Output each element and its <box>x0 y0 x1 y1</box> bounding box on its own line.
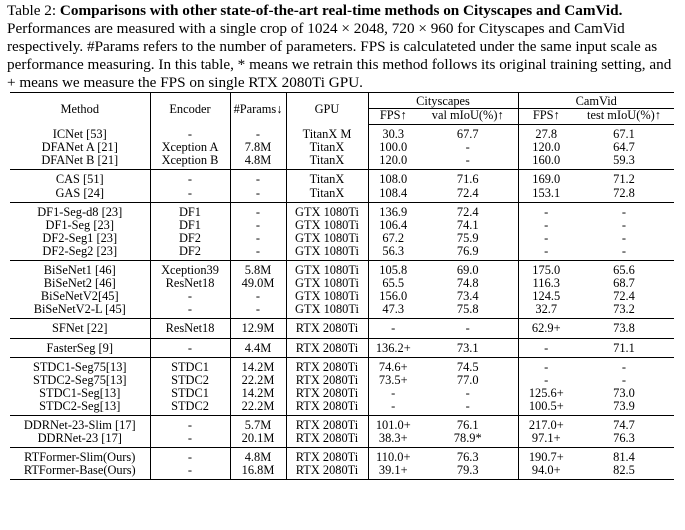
cell-city-miou: 76.1 <box>456 417 479 432</box>
cell-city-fps: 101.0+ <box>368 415 418 432</box>
cell-params: 22.2M <box>230 374 286 387</box>
cell-city-miou: 74.8 <box>456 276 479 291</box>
cell-city-miou: 72.4 <box>418 187 518 203</box>
table-row <box>10 338 674 357</box>
header-method: Method <box>10 93 150 125</box>
cell-city-miou: 77.0 <box>456 372 479 387</box>
cell-cam-fps: 169.0 <box>518 170 574 187</box>
table-row <box>10 303 674 319</box>
table-row <box>10 319 674 338</box>
cell-encoder: - <box>150 170 230 187</box>
cell-method: DFANet B [21] <box>10 154 150 170</box>
cell-encoder: DF1 <box>150 219 230 232</box>
cell-city-miou: 78.9* <box>418 432 518 448</box>
table-row <box>10 432 674 448</box>
cell-encoder: - <box>150 125 230 142</box>
cell-city-miou: 69.0 <box>456 263 479 278</box>
cell-cam-fps: 125.6+ <box>518 387 574 400</box>
cell-encoder: - <box>150 448 230 465</box>
cell-cam-fps: 120.0 <box>518 141 574 154</box>
cell-gpu: RTX 2080Ti <box>286 464 368 480</box>
cell-params: 4.8M <box>230 154 286 170</box>
cell-params: 4.8M <box>230 448 286 465</box>
cell-params: 16.8M <box>230 464 286 480</box>
cell-city-fps: 136.9 <box>368 202 418 219</box>
cell-city-fps: 65.5 <box>368 277 418 290</box>
cell-cam-fps: 100.5+ <box>518 400 574 416</box>
cell-method: BiSeNet2 [46] <box>43 276 116 291</box>
header-cam-miou: test mIoU(%)↑ <box>574 109 674 125</box>
cell-cam-miou: - <box>621 217 627 232</box>
cell-method: BiSeNetV2[45] <box>40 289 119 304</box>
cell-cam-fps: 62.9+ <box>518 319 574 338</box>
cell-cam-miou: 73.9 <box>574 400 674 416</box>
cell-gpu: GTX 1080Ti <box>286 245 368 261</box>
cell-encoder: - <box>150 290 230 303</box>
caption-label: Table 2: <box>7 2 57 19</box>
cell-cam-miou: 81.4 <box>613 450 635 465</box>
cell-cam-fps: - <box>518 202 574 219</box>
header-encoder: Encoder <box>150 93 230 125</box>
cell-cam-fps: 217.0+ <box>518 415 574 432</box>
cell-gpu: RTX 2080Ti <box>286 432 368 448</box>
cell-method: STDC1-Seg75[13] <box>32 359 127 374</box>
header-cityscapes: Cityscapes <box>368 93 518 109</box>
header-camvid: CamVid <box>518 93 674 109</box>
cell-gpu: RTX 2080Ti <box>286 387 368 400</box>
cell-gpu: GTX 1080Ti <box>286 219 368 232</box>
cell-params: - <box>230 290 286 303</box>
cell-encoder: - <box>150 415 230 432</box>
cell-method: DFANet A [21] <box>41 140 118 155</box>
cell-method: RTFormer-Base(Ours) <box>10 464 150 480</box>
cell-city-miou: 74.1 <box>456 217 479 232</box>
cell-cam-miou: - <box>574 245 674 261</box>
cell-city-fps: - <box>368 400 418 416</box>
cell-encoder: Xception A <box>150 141 230 154</box>
caption-body: Performances are measured with a single crop of 1024 × 2048, 720 × 960 for Cityscapes and CamVid respectively. #Params refers to the number of parameters. FPS is calculateted under the same input scale as performance measuring. In this table, * means we retrain this method follows its original training setting, and + means we measure the FPS on single RTX 2080Ti GPU. <box>7 20 672 91</box>
results-table <box>10 92 674 480</box>
cell-cam-fps: - <box>518 374 574 387</box>
cell-cam-miou: - <box>621 372 627 387</box>
cell-method: STDC2-Seg[13] <box>10 400 150 416</box>
cell-gpu: GTX 1080Ti <box>286 290 368 303</box>
cell-city-fps: - <box>368 387 418 400</box>
cell-method: DF1-Seg [23] <box>45 217 114 232</box>
cell-encoder: STDC1 <box>150 387 230 400</box>
cell-cam-fps: 94.0+ <box>518 464 574 480</box>
cell-cam-miou: 71.2 <box>613 172 635 187</box>
header-city-fps: FPS↑ <box>368 109 418 125</box>
cell-cam-fps: - <box>518 219 574 232</box>
cell-gpu: GTX 1080Ti <box>286 202 368 219</box>
cell-method: DDRNet-23-Slim [17] <box>23 417 136 432</box>
table-row <box>10 170 674 187</box>
cell-encoder: - <box>150 464 230 480</box>
cell-city-fps: 30.3 <box>368 125 418 142</box>
cell-city-fps: 105.8 <box>368 261 418 278</box>
cell-encoder: - <box>150 187 230 203</box>
cell-params: 14.2M <box>230 387 286 400</box>
cell-gpu: GTX 1080Ti <box>286 303 368 319</box>
cell-params: - <box>230 303 286 319</box>
cell-cam-miou: 82.5 <box>574 464 674 480</box>
cell-gpu: GTX 1080Ti <box>286 277 368 290</box>
cell-cam-fps: 153.1 <box>518 187 574 203</box>
table-row <box>10 245 674 261</box>
cell-cam-miou: 72.4 <box>613 289 635 304</box>
cell-encoder: - <box>150 303 230 319</box>
table-row <box>10 219 674 232</box>
cell-gpu: TitanX <box>286 187 368 203</box>
cell-encoder: DF2 <box>150 245 230 261</box>
cell-gpu: RTX 2080Ti <box>286 448 368 465</box>
cell-city-miou: 76.3 <box>456 450 479 465</box>
cell-city-miou: - <box>465 140 470 155</box>
cell-method: DF2-Seg1 [23] <box>42 230 118 245</box>
cell-city-miou: - <box>465 385 470 400</box>
cell-city-miou: 79.3 <box>418 464 518 480</box>
cell-params: 12.9M <box>230 319 286 338</box>
cell-cam-miou: - <box>621 359 627 374</box>
cell-cam-fps: 175.0 <box>518 261 574 278</box>
table-row <box>10 387 674 400</box>
cell-cam-miou: 73.0 <box>613 385 635 400</box>
cell-encoder: DF1 <box>150 202 230 219</box>
table-row <box>10 261 674 278</box>
cell-gpu: RTX 2080Ti <box>286 415 368 432</box>
cell-gpu: RTX 2080Ti <box>286 338 368 357</box>
cell-city-fps: 106.4 <box>368 219 418 232</box>
header-cam-fps: FPS↑ <box>518 109 574 125</box>
cell-cam-fps: 190.7+ <box>518 448 574 465</box>
cell-cam-miou: 65.6 <box>613 263 635 278</box>
cell-gpu: RTX 2080Ti <box>286 400 368 416</box>
cell-city-fps: 108.4 <box>368 187 418 203</box>
cell-method: ICNet [53] <box>52 126 107 141</box>
cell-method: DF1-Seg-d8 [23] <box>37 204 123 219</box>
cell-city-fps: 73.5+ <box>368 374 418 387</box>
cell-params: 22.2M <box>230 400 286 416</box>
header-params: #Params↓ <box>230 93 286 125</box>
cell-cam-fps: - <box>518 357 574 374</box>
cell-gpu: RTX 2080Ti <box>286 319 368 338</box>
cell-params: 5.7M <box>230 415 286 432</box>
cell-method: GAS [24] <box>10 187 150 203</box>
cell-gpu: TitanX <box>286 141 368 154</box>
cell-city-miou: 74.5 <box>456 359 479 374</box>
table-row <box>10 357 674 374</box>
cell-city-fps: 110.0+ <box>368 448 418 465</box>
cell-encoder: Xception B <box>150 154 230 170</box>
cell-cam-fps: 160.0 <box>518 154 574 170</box>
cell-city-fps: 39.1+ <box>368 464 418 480</box>
cell-encoder: DF2 <box>150 232 230 245</box>
table-row <box>10 154 674 170</box>
cell-params: - <box>230 202 286 219</box>
cell-city-miou: 72.4 <box>456 204 479 219</box>
cell-city-miou: 67.7 <box>456 127 479 142</box>
cell-cam-miou: 67.1 <box>613 127 635 142</box>
header-row-1 <box>10 93 674 109</box>
cell-gpu: GTX 1080Ti <box>286 232 368 245</box>
cell-params: - <box>230 232 286 245</box>
cell-city-fps: 74.6+ <box>368 357 418 374</box>
cell-encoder: Xception39 <box>150 261 230 278</box>
cell-city-miou: 75.8 <box>418 303 518 319</box>
cell-params: - <box>230 187 286 203</box>
cell-gpu: TitanX M <box>286 125 368 142</box>
cell-cam-miou: 74.7 <box>613 417 635 432</box>
cell-params: 49.0M <box>230 277 286 290</box>
cell-params: - <box>230 219 286 232</box>
cell-cam-fps: - <box>518 338 574 357</box>
cell-cam-miou: 73.8 <box>574 319 674 338</box>
cell-gpu: RTX 2080Ti <box>286 374 368 387</box>
cell-cam-fps: 116.3 <box>518 277 574 290</box>
cell-cam-fps: - <box>518 232 574 245</box>
table-caption <box>7 2 679 92</box>
cell-cam-miou: 73.2 <box>574 303 674 319</box>
cell-cam-fps: - <box>518 245 574 261</box>
cell-encoder: STDC2 <box>150 400 230 416</box>
cell-params: 4.4M <box>230 338 286 357</box>
header-city-miou: val mIoU(%)↑ <box>418 109 518 125</box>
cell-params: 14.2M <box>230 357 286 374</box>
cell-cam-fps: 124.5 <box>518 290 574 303</box>
cell-method: BiSeNet1 [46] <box>43 263 116 278</box>
table-row <box>10 400 674 416</box>
cell-params: - <box>230 170 286 187</box>
table-row <box>10 125 674 142</box>
cell-city-fps: 38.3+ <box>368 432 418 448</box>
cell-method: STDC2-Seg75[13] <box>32 372 127 387</box>
cell-encoder: STDC1 <box>150 357 230 374</box>
cell-method: FasterSeg [9] <box>10 338 150 357</box>
cell-city-fps: - <box>368 319 418 338</box>
cell-city-fps: 136.2+ <box>368 338 418 357</box>
cell-method: DF2-Seg2 [23] <box>10 245 150 261</box>
cell-encoder: ResNet18 <box>150 319 230 338</box>
cell-method: RTFormer-Slim(Ours) <box>24 450 136 465</box>
header-gpu: GPU <box>286 93 368 125</box>
cell-city-fps: 47.3 <box>368 303 418 319</box>
cell-cam-miou: - <box>621 230 627 245</box>
table-row <box>10 187 674 203</box>
cell-city-miou: 76.9 <box>418 245 518 261</box>
table-body <box>10 93 674 480</box>
cell-city-fps: 56.3 <box>368 245 418 261</box>
cell-encoder: ResNet18 <box>150 277 230 290</box>
cell-cam-fps: 97.1+ <box>518 432 574 448</box>
table-row <box>10 415 674 432</box>
cell-city-miou: - <box>418 319 518 338</box>
table-row <box>10 374 674 387</box>
cell-city-miou: - <box>418 400 518 416</box>
cell-encoder: - <box>150 432 230 448</box>
cell-encoder: - <box>150 338 230 357</box>
cell-cam-miou: 76.3 <box>574 432 674 448</box>
cell-city-miou: 73.4 <box>456 289 479 304</box>
cell-city-fps: 67.2 <box>368 232 418 245</box>
table-row <box>10 448 674 465</box>
cell-method: CAS [51] <box>55 172 104 187</box>
cell-cam-miou: 72.8 <box>574 187 674 203</box>
cell-city-fps: 120.0 <box>368 154 418 170</box>
cell-method: SFNet [22] <box>10 319 150 338</box>
caption-title: Comparisons with other state-of-the-art real-time methods on Cityscapes and CamVid. <box>59 2 623 19</box>
cell-cam-miou: 71.1 <box>574 338 674 357</box>
cell-city-fps: 100.0 <box>368 141 418 154</box>
cell-cam-fps: 27.8 <box>518 125 574 142</box>
cell-city-miou: 71.6 <box>456 172 479 187</box>
cell-cam-miou: 64.7 <box>613 140 635 155</box>
cell-cam-miou: 59.3 <box>574 154 674 170</box>
table-row <box>10 232 674 245</box>
cell-gpu: TitanX <box>286 154 368 170</box>
cell-encoder: STDC2 <box>150 374 230 387</box>
cell-gpu: RTX 2080Ti <box>286 357 368 374</box>
cell-cam-fps: 32.7 <box>518 303 574 319</box>
cell-city-miou: - <box>418 154 518 170</box>
cell-params: 5.8M <box>230 261 286 278</box>
cell-method: STDC1-Seg[13] <box>39 385 121 400</box>
cell-params: 20.1M <box>230 432 286 448</box>
cell-params: - <box>230 125 286 142</box>
cell-cam-miou: 68.7 <box>613 276 635 291</box>
cell-city-miou: 73.1 <box>418 338 518 357</box>
cell-gpu: TitanX <box>286 170 368 187</box>
cell-params: 7.8M <box>230 141 286 154</box>
cell-cam-miou: - <box>621 204 627 219</box>
cell-params: - <box>230 245 286 261</box>
cell-city-fps: 108.0 <box>368 170 418 187</box>
cell-method: DDRNet-23 [17] <box>10 432 150 448</box>
cell-city-miou: 75.9 <box>456 230 479 245</box>
cell-gpu: GTX 1080Ti <box>286 261 368 278</box>
cell-method: BiSeNetV2-L [45] <box>10 303 150 319</box>
table-row <box>10 464 674 480</box>
cell-city-fps: 156.0 <box>368 290 418 303</box>
table-row <box>10 202 674 219</box>
